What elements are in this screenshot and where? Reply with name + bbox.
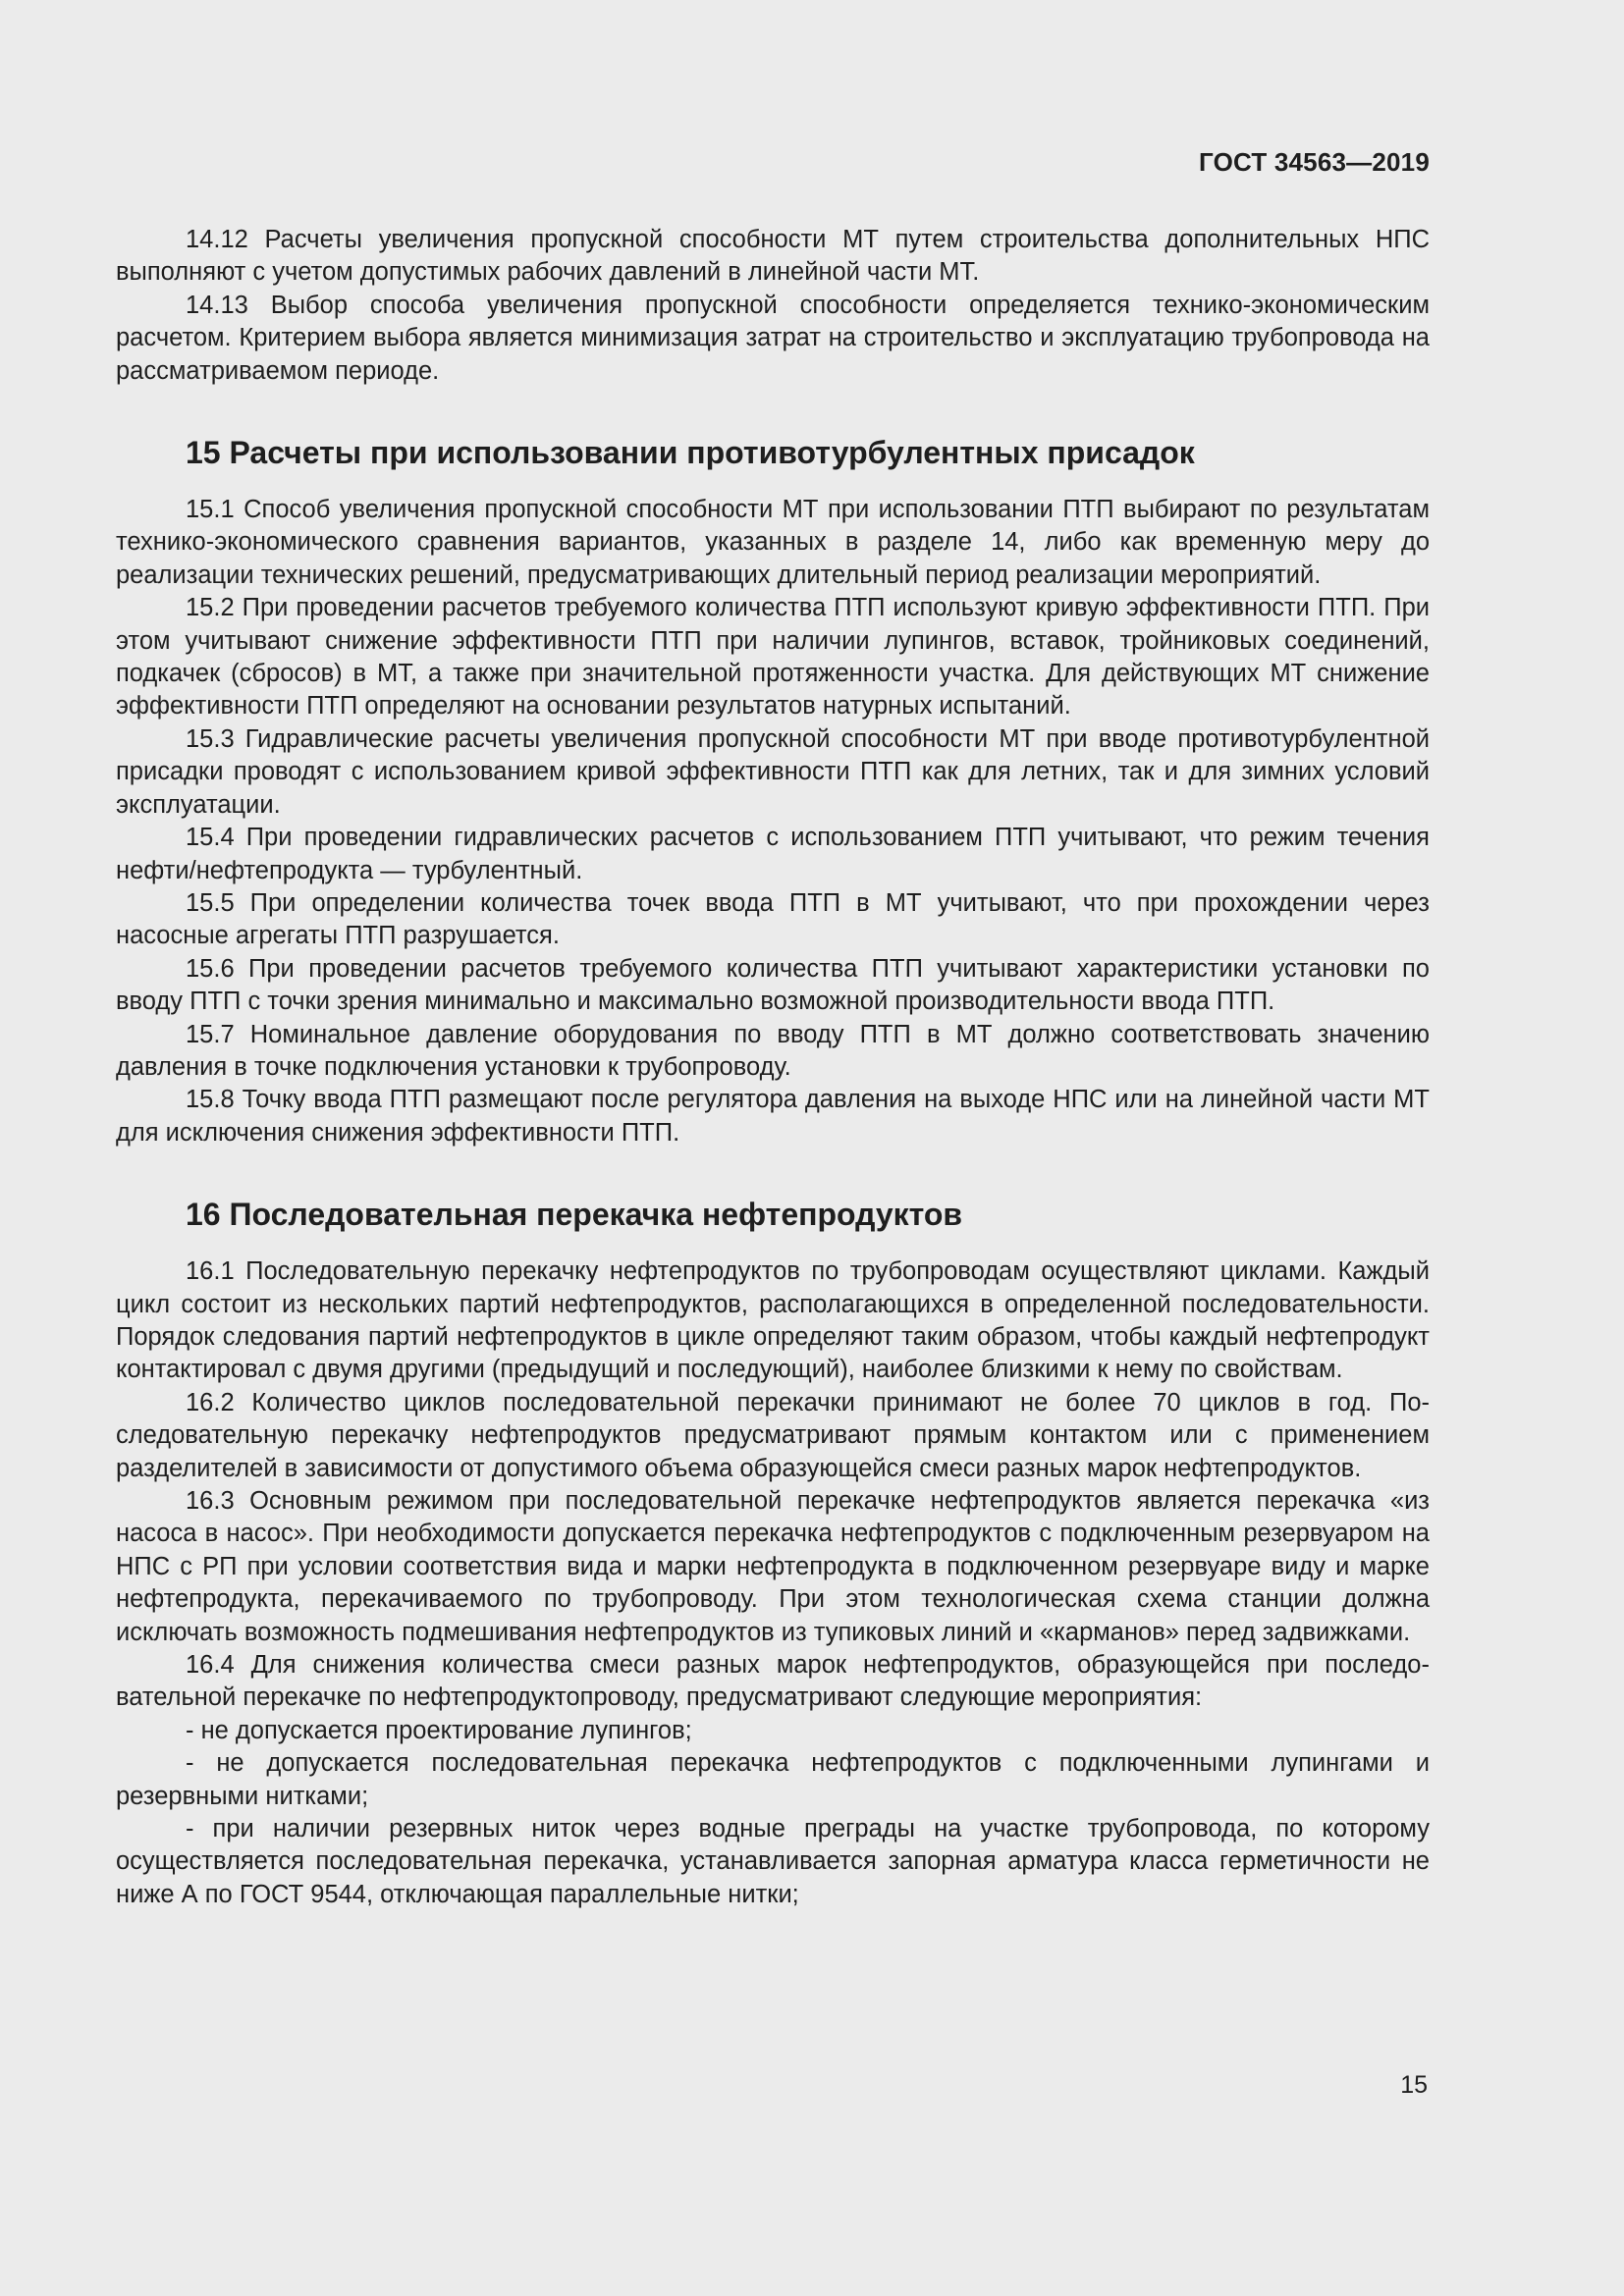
paragraph-14-12: 14.12 Расчеты увеличения пропускной способности МТ путем строительства дополнительных НПС выполняют с учетом допустимых рабочих давлений в линейной части МТ.: [116, 226, 1430, 287]
paragraph-15-6: 15.6 При проведении расчетов требуемого количества ПТП учитывают характеристики установки по вводу ПТП с точки зрения минимально и максимально возможной производительности ввода ПТП.: [116, 954, 1430, 1016]
paragraph-15-2: 15.2 При проведении расчетов требуемого количества ПТП используют кривую эффективности ПТП. При этом учитывают снижение эффективности ПТП при наличии лупингов, вставок, тройниковых соединений, подкачек (сбросов) в МТ, а также при значительной протяженности участка. Для действующих МТ снижение эффективности ПТП определяют на основании результатов натурных испытаний.: [116, 594, 1430, 721]
section-15-heading: 15 Расчеты при использовании противотурбулентных присадок: [186, 435, 1195, 471]
list-item-no-connected-loopings: - не допускается последовательная перекачка нефтепродуктов с подключенными лупингами и резервными нитками;: [116, 1749, 1430, 1810]
paragraph-16-2: 16.2 Количество циклов последовательной перекачки принимают не более 70 циклов в год. Последовательную перекачку нефтепродуктов предусматривают прямым контактом или с применением разделителей в зависимости от допустимого объема образующейся смеси разных марок нефтепродуктов.: [116, 1388, 1430, 1482]
paragraph-16-1: 16.1 Последовательную перекачку нефтепродуктов по трубопроводам осуществляют циклами. Каждый цикл состоит из нескольких партий нефтепродуктов, располагающихся в определенной последовательности. Порядок следования партий нефтепродуктов в цикле определяют таким образом, чтобы каждый нефтепродукт контактировал с двумя другими (предыдущий и последующий), наиболее близкими к нему по свойствам.: [116, 1257, 1430, 1384]
paragraph-15-4: 15.4 При проведении гидравлических расчетов с использованием ПТП учитывают, что режим течения нефти/нефтепродукта — турбулентный.: [116, 824, 1430, 884]
paragraph-15-3: 15.3 Гидравлические расчеты увеличения пропускной способности МТ при вводе противотурбулентной присадки проводят с использованием кривой эффективности ПТП как для летних, так и для зимних условий эксплуатации.: [116, 724, 1430, 819]
document-body: [116, 224, 1430, 1911]
paragraph-16-3: 16.3 Основным режимом при последовательной перекачке нефтепродуктов является перекачка «из насоса в насос». При необходимости допускается перекачка нефтепродуктов с подключенным резервуаром на НПС с РП при условии соответствия вида и марки нефтепродукта в подключенном резервуаре виду и марке нефтепродукта, перекачиваемого по трубопроводу. При этом технологическая схема станции должна исключать возможность подмешивания нефтепродуктов из тупиковых линий и «карманов» перед задвижками.: [116, 1487, 1430, 1646]
list-item-reserve-lines-valves: - при наличии резервных ниток через водные преграды на участке трубопровода, по которому осуществляется последовательная перекачка, устанавливается запорная арматура класса герметичности не ниже А по ГОСТ 9544, отключающая параллельные нитки;: [116, 1815, 1430, 1908]
page-number: 15: [1400, 2071, 1428, 2099]
paragraph-15-8: 15.8 Точку ввода ПТП размещают после регулятора давления на выходе НПС или на линейной части МТ для исключения снижения эффективности ПТП.: [116, 1086, 1430, 1147]
section-16-heading: 16 Последовательная перекачка нефтепродуктов: [186, 1197, 963, 1233]
paragraph-14-13: 14.13 Выбор способа увеличения пропускной способности определяется технико-экономическим расчетом. Критерием выбора является минимизация затрат на строительство и эксплуатацию трубопровода на рассматриваемом периоде.: [116, 291, 1430, 385]
paragraph-15-5: 15.5 При определении количества точек ввода ПТП в МТ учитывают, что при прохождении через насосные агрегаты ПТП разрушается.: [116, 888, 1430, 950]
document-code-header: ГОСТ 34563—2019: [1199, 147, 1430, 177]
paragraph-15-7: 15.7 Номинальное давление оборудования по вводу ПТП в МТ должно соответствовать значению давления в точке подключения установки к трубопроводу.: [116, 1020, 1430, 1081]
paragraph-16-4: 16.4 Для снижения количества смеси разных марок нефтепродуктов, образующейся при последовательной перекачке по нефтепродуктопроводу, предусматривают следующие мероприятия:: [116, 1651, 1430, 1712]
paragraph-15-1: 15.1 Способ увеличения пропускной способности МТ при использовании ПТП выбирают по результатам технико-экономического сравнения вариантов, указанных в разделе 14, либо как временную меру до реализации технических решений, предусматривающих длительный период реализации мероприятий.: [116, 496, 1430, 589]
list-item-no-loopings: - не допускается проектирование лупингов;: [186, 1716, 692, 1744]
